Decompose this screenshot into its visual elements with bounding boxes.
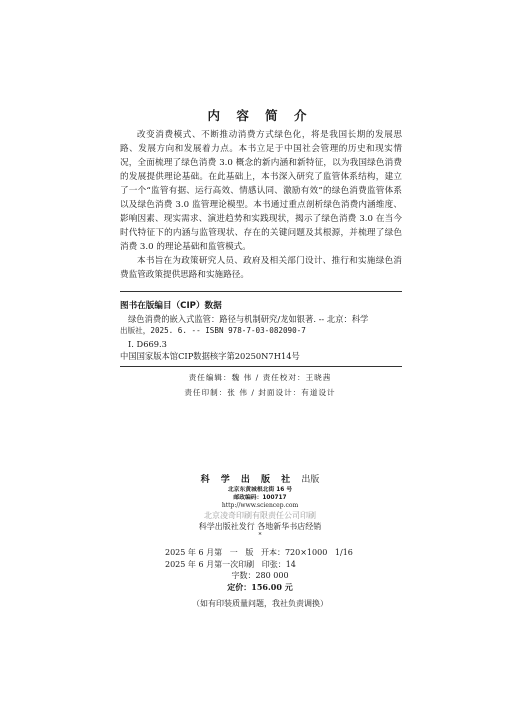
edition-line: 2025 年 6 月第 一 版 开本：720×1000 1/16 — [165, 548, 353, 557]
cip-title-line: 绿色消费的嵌入式监管：路径与机制研究/龙如银著. -- 北京：科学 — [128, 313, 369, 324]
summary-paragraph: 本书旨在为政策研究人员、政府及相关部门设计、推行和实施绿色消费监管政策提供思路和实施路径。 — [120, 256, 402, 280]
summary-paragraph: 改变消费模式、不断推动消费方式绿色化，将是我国长期的发展思路、发展方向和发展着力点。本书立足于中国社会管理的历史和现实情况，全面梳理了绿色消费 3.0 概念的新内涵和新特征，以为我国绿色消费的发展提供理论基础。在此基础上，本书深入研究了监管体系结构，建立了一个“监管有据、运行高效、情感认同、激励有效”的绿色消费监管体系以及绿色消费 3.0 监管理论模型。本书通过重点剖析绿色消费内涵维度、影响因素、现实需求、演进趋势和实践现状，揭示了绿色消费 3.0 在当今时代特征下的内涵与监管现状、存在的关键问题及其根源，并梳理了绿色消费 3.0 的理论基础和监管模式。 — [120, 130, 402, 252]
cip-classification: Ⅰ. D669.3 — [128, 338, 167, 349]
publisher-address: 北京东黄城根北街 16 号 — [227, 487, 293, 493]
cip-record: 中国国家版本馆CIP数据核字第20250N7H14号 — [120, 351, 300, 361]
printer-line: 北京凌奇印刷有限责任公司印刷 — [204, 511, 316, 520]
word-count: 字数：280 000 — [231, 571, 289, 580]
summary-title: 内 容 简 介 — [207, 108, 313, 123]
publisher-name — [0, 475, 520, 486]
distribution-line: 科学出版社发行 各地新华书店经销 — [198, 522, 322, 531]
publisher-block — [0, 475, 520, 540]
quality-notice: （如有印装质量问题，我社负责调换） — [192, 599, 328, 608]
staff-line-printing: 责任印制：张 伟 / 封面设计：有道设计 — [184, 388, 336, 397]
cip-block — [120, 300, 402, 363]
price: 定价：156.00 元 — [227, 581, 293, 592]
summary-body — [120, 128, 402, 282]
publisher-website: http://www.sciencep.com — [221, 502, 299, 509]
divider-bottom — [120, 366, 402, 367]
cip-publisher-line: 出版社，2025. 6. -- ISBN 978-7-03-082090-7 — [120, 326, 306, 335]
printing-line: 2025 年 6 月第一次印刷 印张：14 — [165, 559, 296, 569]
publisher-name-text: 科 学 出 版 社 — [200, 475, 295, 485]
cip-heading: 图书在版编目（CIP）数据 — [120, 301, 222, 311]
publisher-name-suffix: 出版 — [301, 475, 320, 485]
staff-line-editors: 责任编辑：魏 伟 / 责任校对：王晓茜 — [188, 373, 332, 382]
separator-star: * — [258, 532, 262, 539]
publisher-postcode: 邮政编码：100717 — [233, 495, 287, 501]
edition-block — [165, 547, 415, 593]
divider-top — [120, 291, 402, 292]
